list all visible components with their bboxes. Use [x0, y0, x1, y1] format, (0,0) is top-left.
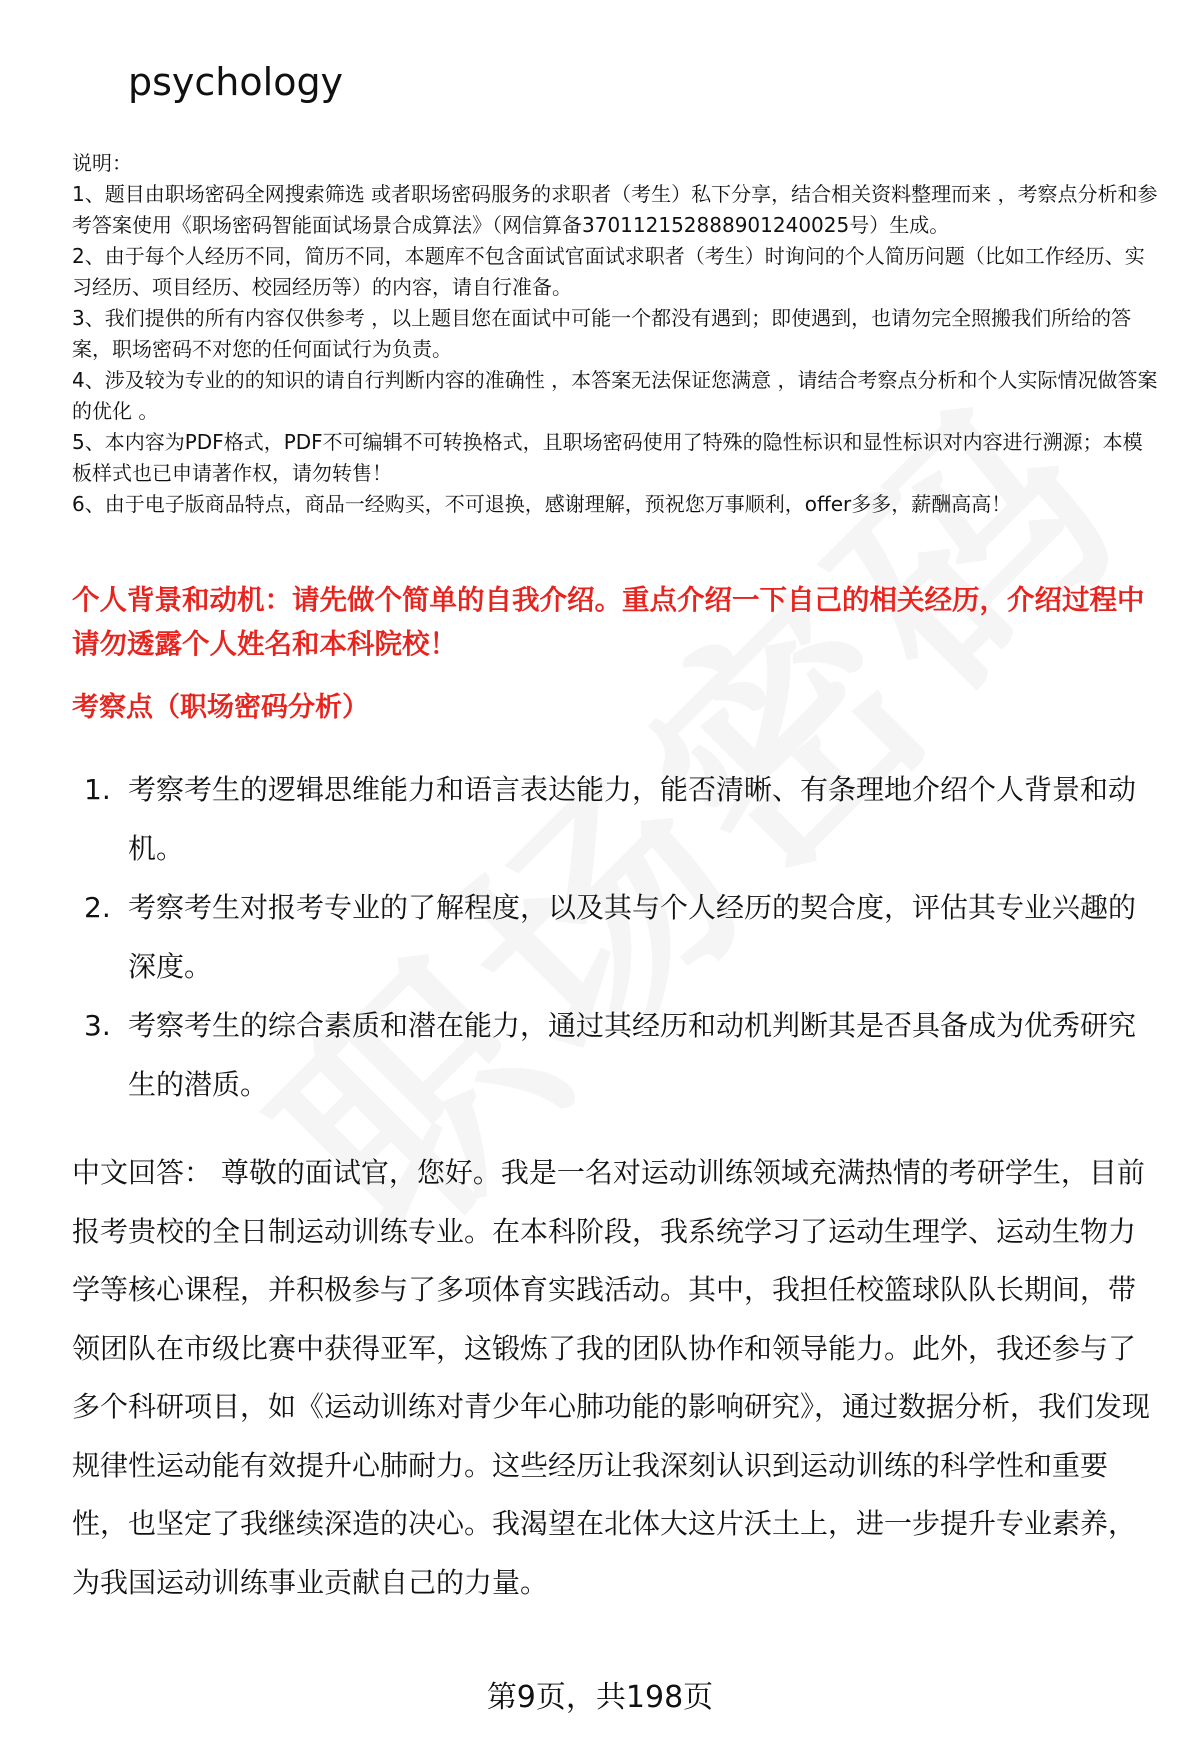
point-number: 1. [84, 773, 111, 806]
point-text: 考察考生的综合素质和潜在能力，通过其经历和动机判断其是否具备成为优秀研究生的潜质。 [128, 1009, 1137, 1101]
disclaimer-notes [72, 148, 1162, 520]
notes-item: 2、由于每个人经历不同，简历不同，本题库不包含面试官面试求职者（考生）时询问的个人简历问题（比如工作经历、实习经历、项目经历、校园经历等）的内容，请自行准备。 [72, 244, 1145, 299]
point-number: 3. [84, 1009, 111, 1042]
analysis-point [72, 878, 1162, 996]
analysis-point [72, 760, 1162, 878]
page-indicator: 第9页，共198页 [486, 1680, 714, 1715]
answer-text: 尊敬的面试官，您好。我是一名对运动训练领域充满热情的考研学生，目前报考贵校的全日制运动训练专业。在本科阶段，我系统学习了运动生理学、运动生物力学等核心课程，并积极参与了多项体育实践活动。其中，我担任校篮球队队长期间，带领团队在市级比赛中获得亚军，这锻炼了我的团队协作和领导能力。此外，我还参与了多个科研项目，如《运动训练对青少年心肺功能的影响研究》，通过数据分析，我们发现规律性运动能有效提升心肺耐力。这些经历让我深刻认识到运动训练的科学性和重要性，也坚定了我继续深造的决心。我渴望在北体大这片沃土上，进一步提升专业素养，为我国运动训练事业贡献自己的力量。 [72, 1156, 1151, 1599]
notes-item: 6、由于电子版商品特点，商品一经购买，不可退换，感谢理解，预祝您万事顺利，offer多多，薪酬高高！ [72, 492, 1012, 516]
answer-paragraph [72, 1144, 1162, 1612]
notes-item: 4、涉及较为专业的的知识的请自行判断内容的准确性 ，本答案无法保证您满意 ，请结合考察点分析和个人实际情况做答案的优化 。 [72, 368, 1158, 423]
analysis-point [72, 996, 1162, 1114]
notes-item: 5、本内容为PDF格式，PDF不可编辑不可转换格式，且职场密码使用了特殊的隐性标识和显性标识对内容进行溯源；本模板样式也已申请著作权，请勿转售！ [72, 430, 1143, 485]
analysis-heading: 考察点（职场密码分析） [72, 692, 369, 723]
point-text: 考察考生对报考专业的了解程度，以及其与个人经历的契合度，评估其专业兴趣的深度。 [128, 891, 1137, 983]
point-number: 2. [84, 891, 111, 924]
point-text: 考察考生的逻辑思维能力和语言表达能力，能否清晰、有条理地介绍个人背景和动机。 [128, 773, 1137, 865]
notes-heading: 说明： [72, 151, 132, 175]
analysis-points-list [72, 760, 1162, 1114]
interview-question: 个人背景和动机：请先做个简单的自我介绍。重点介绍一下自己的相关经历，介绍过程中请勿透露个人姓名和本科院校！ [72, 584, 1145, 660]
page-title: psychology [128, 60, 344, 104]
notes-item: 3、我们提供的所有内容仅供参考 ，以上题目您在面试中可能一个都没有遇到；即使遇到，也请勿完全照搬我们所给的答案，职场密码不对您的任何面试行为负责。 [72, 306, 1132, 361]
answer-label: 中文回答： [72, 1156, 213, 1189]
notes-item: 1、题目由职场密码全网搜索筛选 或者职场密码服务的求职者（考生）私下分享，结合相关资料整理而来 ，考察点分析和参考答案使用《职场密码智能面试场景合成算法》（网信算备370112152888901240025号）生成。 [72, 182, 1158, 237]
